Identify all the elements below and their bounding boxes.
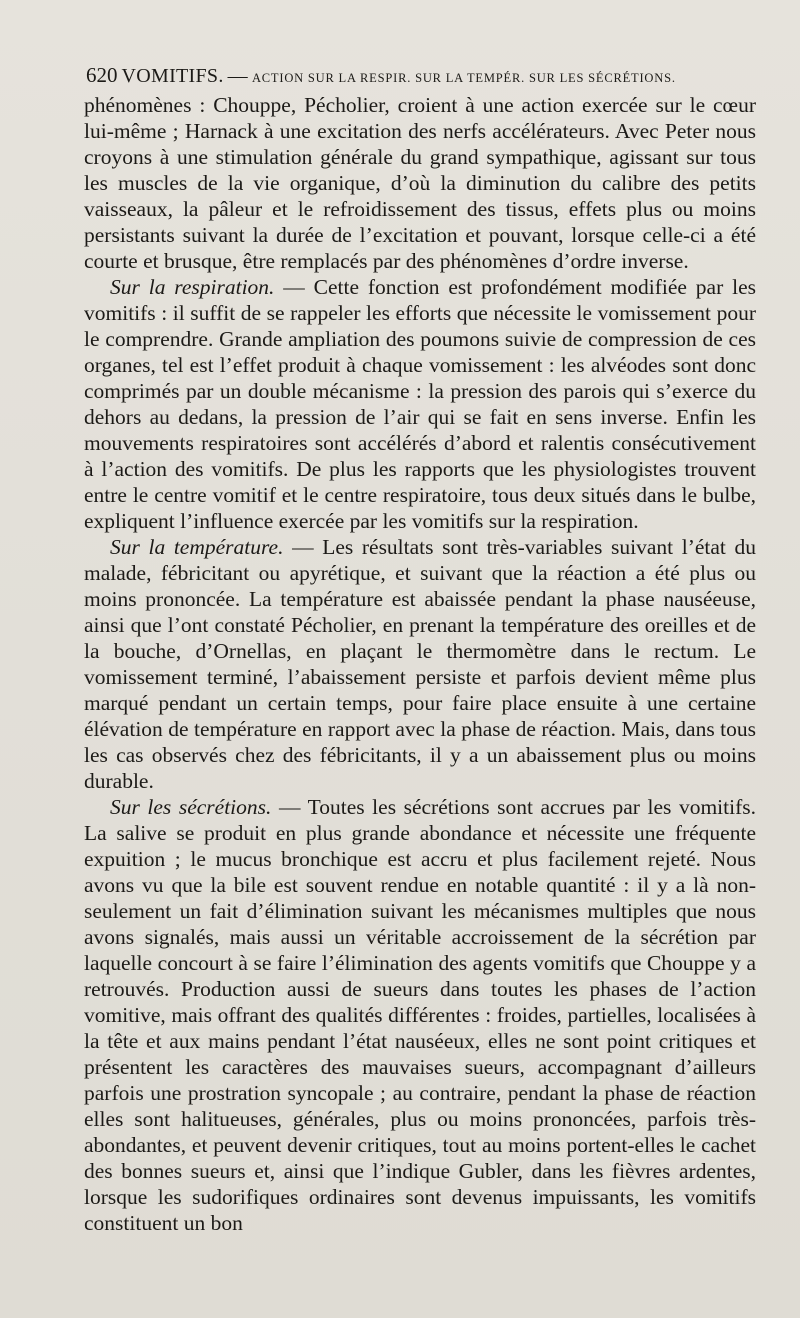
paragraph-text: phénomènes : Chouppe, Pécholier, croient à une action exercée sur le cœur lui-même ; Harnack à une excitation des nerfs accélérateurs. Avec Peter nous croyons à une stimulation générale du grand sympathique, agissant sur tous les muscles de la vie organique, d’où la diminution du calibre des petits vaisseaux, la pâleur et le refroidissement des tissus, effets plus ou moins persistants suivant la durée de l’excitation et pouvant, lorsque celle-ci a été courte et brusque, être remplacés par des phénomènes d’ordre inverse. [84, 93, 756, 273]
section-lead-temperature: Sur la température. [110, 535, 284, 559]
section-lead-secretions: Sur les sécrétions. [110, 795, 272, 819]
running-subtitle: ACTION SUR LA RESPIR. SUR LA TEMPÉR. SUR LES SÉCRÉTIONS. [251, 71, 676, 85]
paragraph-text: — Les résultats sont très-variables suivant l’état du malade, fébricitant ou apyrétique, et suivant que la réaction a été plus ou moins prononcée. La température est abaissée pendant la phase nauséeuse, ainsi que l’ont constaté Pécholier, en prenant la température des oreilles et de la bouche, d’Ornellas, en plaçant le thermomètre dans le rectum. Le vomissement terminé, l’abaissement persiste et parfois devient même plus marqué pendant un certain temps, pour faire place ensuite à une certaine élévation de température en rapport avec la phase de réaction. Mais, dans tous les cas observés chez des fébricitants, il y a un abaissement plus ou moins durable. [84, 535, 756, 793]
paragraph-text: — Cette fonction est profondément modifiée par les vomitifs : il suffit de se rappeler les efforts que nécessite le vomissement pour le comprendre. Grande ampliation des poumons suivie de compression de ces organes, tel est l’effet produit à chaque vomissement : les alvéodes sont donc comprimés par un double mécanisme : la pression des parois qui s’exerce du dehors au dedans, la pression de l’air qui se fait en sens inverse. Enfin les mouvements respiratoires sont accélérés d’abord et ralentis consécutivement à l’action des vomitifs. De plus les rapports que les physiologistes trouvent entre le centre vomitif et le centre respiratoire, tous deux situés dans le bulbe, expliquent l’influence exercée par les vomitifs sur la respiration. [84, 275, 756, 533]
paragraph-respiration [84, 274, 756, 534]
section-lead-respiration: Sur la respiration. [110, 275, 275, 299]
paragraph-secretions [84, 794, 756, 1236]
paragraph-text: — Toutes les sécrétions sont accrues par les vomitifs. La salive se produit en plus grande abondance et nécessite une fréquente expuition ; le mucus bronchique est accru et plus facilement rejeté. Nous avons vu que la bile est souvent rendue en notable quantité : il y a là non-seulement un fait d’élimination suivant les mécanismes multiples que nous avons signalés, mais aussi un véritable accroissement de la sécrétion par laquelle concourt à se faire l’élimination des agents vomitifs que Chouppe y a retrouvés. Production aussi de sueurs dans toutes les phases de l’action vomitive, mais offrant des qualités différentes : froides, partielles, localisées à la tête et aux mains pendant l’état nauséeux, elles ne sont point critiques et présentent les caractères des mauvaises sueurs, accompagnant d’ailleurs parfois une prostration syncopale ; au contraire, pendant la phase de réaction elles sont halitueuses, générales, plus ou moins prononcées, parfois très-abondantes, et peuvent devenir critiques, tout au moins portent-elles le cachet des bonnes sueurs et, ainsi que l’indique Gubler, dans les fièvres ardentes, lorsque les sudorifiques ordinaires sont devenus impuissants, les vomitifs constituent un bon [84, 795, 756, 1235]
running-header [86, 64, 758, 89]
header-dash: — [227, 65, 248, 87]
paragraph-temperature [84, 534, 756, 794]
body-text [84, 92, 756, 1236]
paragraph-cardiac-continuation [84, 92, 756, 274]
running-title: VOMITIFS. [121, 65, 224, 87]
page-number: 620 [86, 63, 118, 87]
